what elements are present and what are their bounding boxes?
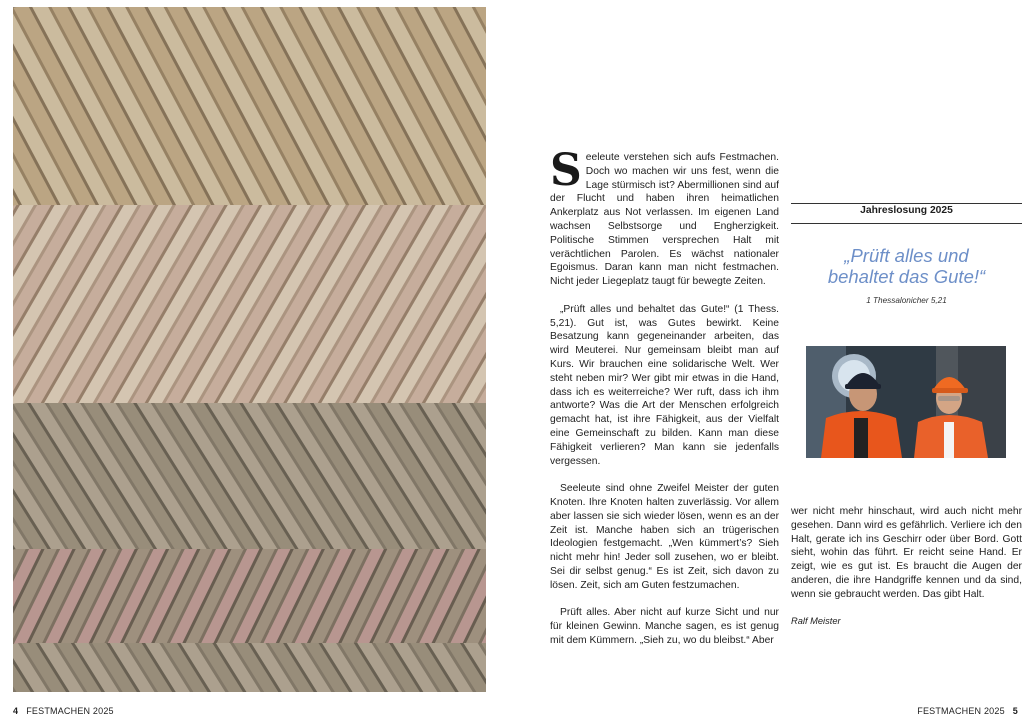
sidebar-heading: Jahreslosung 2025	[860, 205, 953, 216]
drop-cap: S	[550, 145, 582, 196]
article-column-2	[791, 505, 1022, 643]
quote-line-2: behaltet das Gute!“	[827, 266, 986, 287]
quote-line-1: „Prüft alles und	[844, 245, 969, 266]
footer-left-title: FESTMACHEN 2025	[26, 706, 114, 716]
page-number-right: 5	[1012, 706, 1018, 716]
article-column-1	[550, 145, 779, 661]
article-paragraph-2: „Prüft alles und behaltet das Gute!“ (1 Thess. 5,21). Gut ist, was Gutes bewirkt. Keine Besatzung kann gegeneinander arbeiten, das wird Meuterei. Nur gemeinsam bleibt man auf Kurs. Wir brauchen eine solidarische Welt. Wer steht neben mir? Wer gibt mir etwas in die Hand, dass ich es weiterreiche? Wer ruft, dass ich ihm antworte? Was die Art der Menschen erfolgreich gemacht hat, ist ihre Fähigkeit, aus der Vielfalt eine Gemeinschaft zu bilden. Kann man diese Fähigkeit verlieren? Man kann sie jedenfalls vergessen.	[550, 303, 779, 467]
article-paragraph-1: Seeleute verstehen sich aufs Festmachen. Doch wo machen wir uns fest, wenn die Lage stürmisch ist? Abermillionen sind auf der Flucht und haben ihren heimatlichen Ankerplatz aus Not verlassen. Im eigenen Land wachsen Selbstsorge und Engherzigkeit. Politische Stimmen versprechen Halt mit verächtlichen Parolen. Es wächst nationaler Egoismus. Daran kann man nicht festmachen. Nicht jeder Liegeplatz taugt für bewegte Zeiten.	[550, 145, 779, 288]
article-author: Ralf Meister	[791, 616, 841, 627]
article-paragraph-5: wer nicht mehr hinschaut, wird auch nicht mehr gesehen. Dann wird es gefährlich. Verliere ich den Halt, gerate ich ins Geschirr oder über Bord. Gott sieht, wohin das führt. Er reicht seine Hand. Er zeigt, wie es gut ist. Es braucht die Augen der anderen, die ihre Handgriffe kennen und da sind, wenn sie gebraucht werden. Das gibt Halt.	[791, 506, 1022, 600]
page-number-left: 4	[13, 706, 19, 716]
footer-right-title: FESTMACHEN 2025	[917, 706, 1005, 716]
bible-reference: 1 Thessalonicher 5,21	[866, 296, 947, 305]
sidebar-top-rule	[791, 203, 1022, 204]
footer-right	[917, 706, 1018, 716]
rope-photo	[13, 7, 486, 692]
sidebar-bottom-rule	[791, 223, 1022, 224]
seafarers-photo	[806, 346, 1006, 458]
article-paragraph-3: Seeleute sind ohne Zweifel Meister der guten Knoten. Ihre Knoten halten zuverlässig. Vor allem aber lassen sie sich wieder lösen, wenn es an der Zeit ist. Manche haben sich an trügerischen Ideologien festgemacht. „Wen kümmert’s? Sieh nicht mehr hin! Jeder soll zusehen, wo er bleibt. Sei dir selbst genug.“ Es ist Zeit, sich davon zu lösen. Zeit, sich am Guten festzumachen.	[550, 483, 779, 591]
article-paragraph-4: Prüft alles. Aber nicht auf kurze Sicht und nur für kleinen Gewinn. Manche sagen, es ist genug mit dem Kümmern. „Sieh zu, wo du bleibst.“ Aber	[550, 607, 779, 646]
footer-left	[13, 706, 114, 716]
annual-motto-quote	[791, 245, 1022, 287]
